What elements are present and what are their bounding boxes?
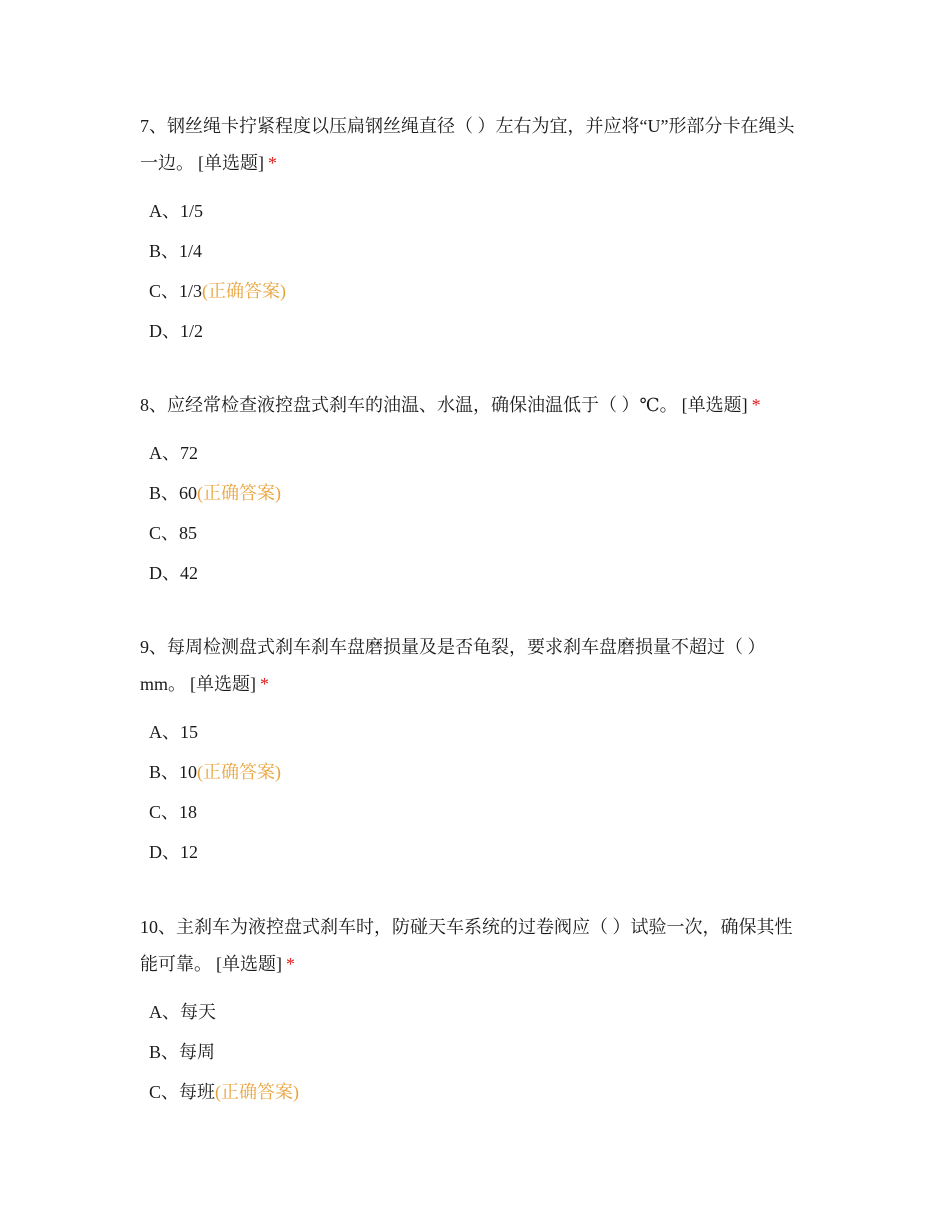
option-d[interactable] [140,832,805,872]
option-c[interactable] [140,1072,805,1112]
option-label: D、12 [149,842,198,862]
option-label: C、1/3 [149,281,203,301]
option-c[interactable] [140,513,805,553]
option-a[interactable] [140,191,805,231]
correct-answer-tag: (正确答案) [202,281,287,301]
option-b[interactable] [140,473,805,513]
option-c[interactable] [140,792,805,832]
required-mark: * [260,674,270,694]
question-title [140,629,805,703]
question-type: [单选题] [190,674,257,694]
required-mark: * [268,153,277,173]
option-b[interactable] [140,752,805,792]
option-label: D、1/2 [149,321,203,341]
required-mark: * [286,954,295,974]
option-b[interactable] [140,1032,805,1072]
question-text: 7、钢丝绳卡拧紧程度以压扁钢丝绳直径（ ）左右为宜，并应将“U”形部分卡在绳头一边。 [140,116,795,173]
option-a[interactable] [140,712,805,752]
option-label: A、1/5 [149,201,203,221]
option-list [140,712,805,872]
question-type: [单选题] [198,153,264,173]
question-type: [单选题] [216,954,282,974]
correct-answer-tag: (正确答案) [197,762,282,782]
question-text: 10、主刹车为液控盘式刹车时，防碰天车系统的过卷阀应（ ）试验一次，确保其性能可靠。 [140,917,793,974]
question-7 [140,108,805,351]
option-b[interactable] [140,231,805,271]
option-label: A、72 [149,443,198,463]
option-label: B、每周 [149,1042,216,1062]
option-label: C、每班 [149,1082,216,1102]
option-list [140,433,805,593]
option-a[interactable] [140,992,805,1032]
option-label: C、18 [149,802,198,822]
question-title [140,108,805,182]
correct-answer-tag: (正确答案) [197,483,282,503]
question-title [140,387,805,424]
option-d[interactable] [140,311,805,351]
question-type: [单选题] [681,395,748,415]
question-title [140,909,805,983]
option-label: C、85 [149,523,198,543]
question-text: 9、每周检测盘式刹车刹车盘磨损量及是否龟裂，要求刹车盘磨损量不超过（ ）mm。 [140,637,766,694]
option-list [140,191,805,351]
option-list [140,992,805,1112]
option-label: A、每天 [149,1002,216,1022]
option-d[interactable] [140,553,805,593]
option-label: B、1/4 [149,241,203,261]
question-9 [140,629,805,872]
option-a[interactable] [140,433,805,473]
option-label: B、60 [149,483,198,503]
option-label: A、15 [149,722,198,742]
correct-answer-tag: (正确答案) [215,1082,300,1102]
option-label: B、10 [149,762,198,782]
required-mark: * [751,395,761,415]
question-text: 8、应经常检查液控盘式刹车的油温、水温，确保油温低于（ ）℃。 [140,395,678,415]
question-10 [140,909,805,1112]
option-label: D、42 [149,563,198,583]
option-c[interactable] [140,271,805,311]
question-8 [140,387,805,593]
